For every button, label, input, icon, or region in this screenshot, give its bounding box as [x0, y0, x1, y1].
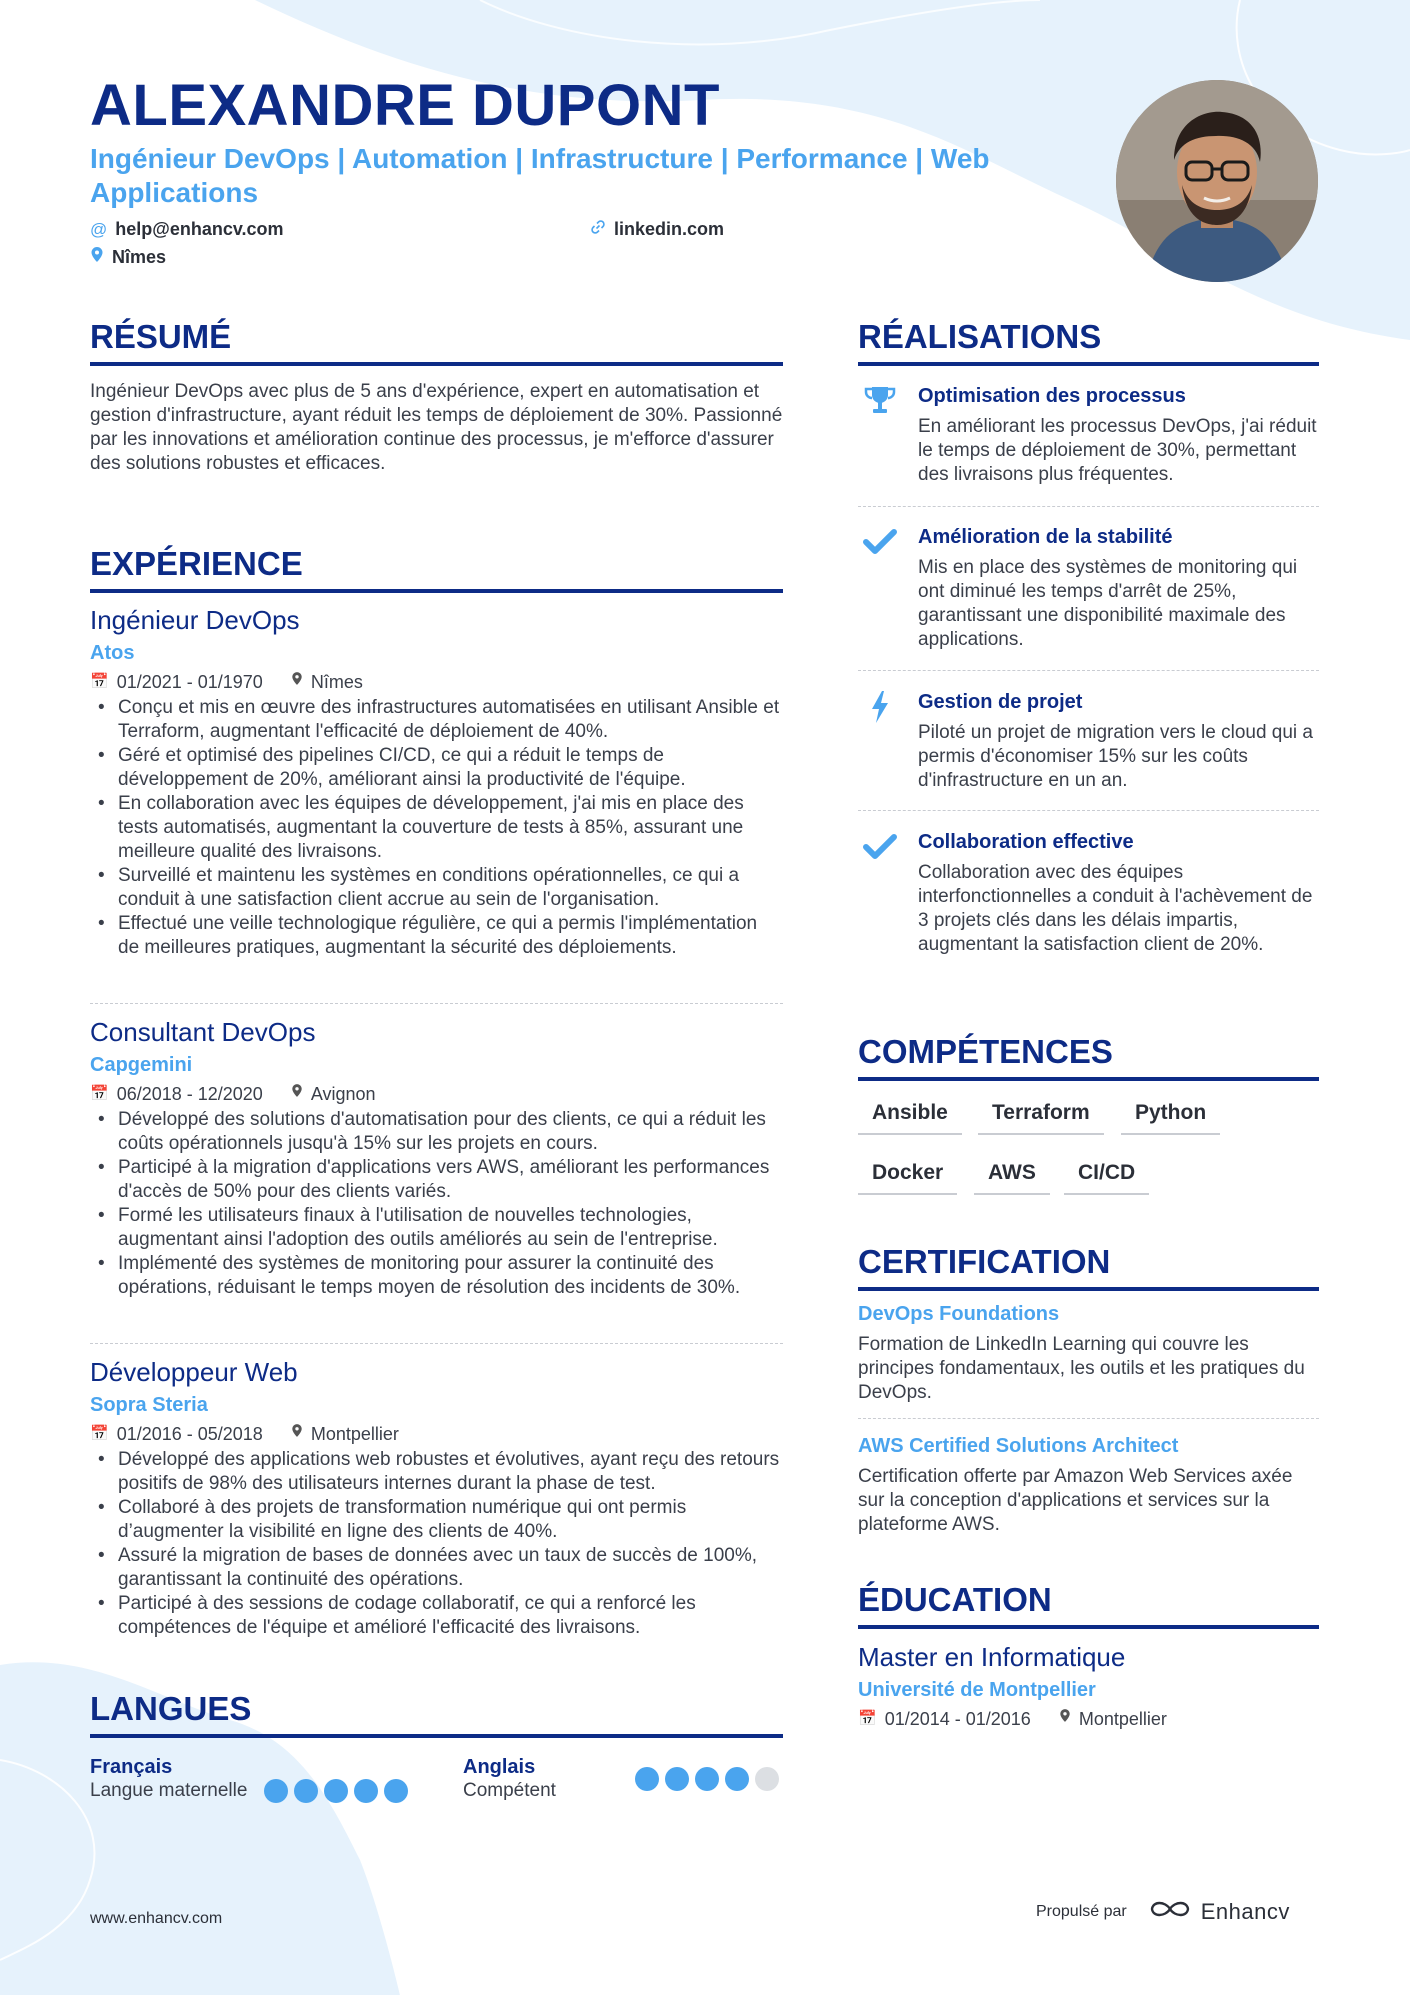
divider: [90, 1003, 783, 1004]
rating-dot: [665, 1767, 689, 1791]
job-bullet: • Collaboré à des projets de transformation numérique qui ont permis d’augmenter la visibilité en ligne des clients de 40%.: [90, 1496, 783, 1544]
rating-dot: [354, 1779, 378, 1803]
rating-dot: [264, 1779, 288, 1803]
job-bullet: • Surveillé et maintenu les systèmes en conditions opérationnelles, ce qui a conduit à une satisfaction client accrue au sein de l'organisation.: [90, 864, 783, 912]
job-title: Consultant DevOps: [90, 1017, 316, 1047]
education-location: Montpellier: [1078, 1709, 1167, 1729]
linkedin-text: linkedin.com: [614, 219, 725, 239]
job-dates: 01/2016 - 05/2018: [116, 1424, 263, 1444]
job-bullet: • En collaboration avec les équipes de développement, j'ai mis en place des tests automatisés, augmentant la couverture de tests à 85%, assurant une meilleure qualité des livraisons.: [90, 792, 783, 864]
experience-section-title: EXPÉRIENCE: [90, 545, 783, 593]
job-bullet: • Participé à la migration d'applications vers AWS, améliorant les performances d'accès de 50% pour des clients variés.: [90, 1156, 783, 1204]
profile-photo: [1116, 80, 1318, 282]
school-name: Université de Montpellier: [858, 1679, 1096, 1701]
achievement-desc: En améliorant les processus DevOps, j'ai réduit le temps de déploiement de 30%, permettant des livraisons plus fréquentes.: [918, 416, 1317, 485]
location-text: Nîmes: [112, 246, 167, 267]
check-icon: [862, 524, 898, 560]
candidate-headline: Ingénieur DevOps | Automation | Infrastructure | Performance | Web Applications: [90, 143, 990, 208]
location-pin-icon: [291, 1422, 303, 1446]
calendar-icon: 📅: [90, 1425, 109, 1442]
check-icon: [862, 829, 898, 865]
language-name: Français: [90, 1756, 173, 1778]
achievement-desc: Piloté un projet de migration vers le cloud qui a permis d'économiser 15% sur les coûts d'infrastructure en un an.: [918, 722, 1314, 791]
rating-dot: [294, 1779, 318, 1803]
achievement-title: Gestion de projet: [918, 691, 1083, 713]
email-text: help@enhancv.com: [115, 219, 284, 239]
certification-desc: Formation de LinkedIn Learning qui couvre les principes fondamentaux, les outils et les pratiques du DevOps.: [858, 1334, 1305, 1403]
job-bullet: • Implémenté des systèmes de monitoring pour assurer la continuité des opérations, réduisant le temps moyen de résolution des incidents de 30%.: [90, 1252, 783, 1300]
achievement-item: [858, 524, 1319, 652]
infinity-logo-icon: [1147, 1898, 1193, 1926]
language-item: [463, 1755, 633, 1803]
link-icon: [590, 219, 606, 240]
degree-title: Master en Informatique: [858, 1642, 1126, 1672]
education-item: [858, 1641, 1319, 1731]
achievement-item: [858, 383, 1319, 487]
divider: [858, 506, 1319, 507]
calendar-icon: 📅: [90, 1085, 109, 1102]
language-level: Langue maternelle: [90, 1780, 248, 1801]
divider: [90, 1343, 783, 1344]
achievement-title: Collaboration effective: [918, 831, 1134, 853]
rating-dot: [725, 1767, 749, 1791]
experience-item: [90, 1356, 783, 1640]
education-dates: 01/2014 - 01/2016: [884, 1709, 1031, 1729]
achievement-desc: Collaboration avec des équipes interfonctionnelles a conduit à l'achèvement de 3 projets clés dans les délais impartis, augmentant la satisfaction client de 20%.: [918, 862, 1313, 955]
divider: [858, 1418, 1319, 1419]
job-bullets: [90, 696, 783, 960]
at-icon: @: [90, 219, 108, 239]
rating-dot: [695, 1767, 719, 1791]
certification-item: [858, 1301, 1319, 1405]
achievement-item: [858, 829, 1319, 957]
summary-text: Ingénieur DevOps avec plus de 5 ans d'expérience, expert en automatisation et gestion d'infrastructure, ayant réduit les temps de déploiement de 30%. Passionné par les innovations et amélioration continue des processus, je m'efforce d'assurer des solutions robustes et efficaces.: [90, 381, 783, 474]
job-bullet: • Assuré la migration de bases de données avec un taux de succès de 100%, garantissant la continuité des opérations.: [90, 1544, 783, 1592]
job-bullet: • Conçu et mis en œuvre des infrastructures automatisées en utilisant Ansible et Terraform, augmentant l'efficacité de déploiement de 40%.: [90, 696, 783, 744]
language-rating: [264, 1779, 408, 1803]
brand-name: Enhancv: [1200, 1899, 1290, 1924]
lightning-icon: [862, 689, 898, 725]
job-bullet: • Participé à des sessions de codage collaboratif, ce qui a renforcé les compétences de l'équipe et amélioré l'efficacité des livraisons.: [90, 1592, 783, 1640]
job-bullet: • Effectué une veille technologique régulière, ce qui a permis l'implémentation de meilleures pratiques, augmentant la sécurité des déploiements.: [90, 912, 783, 960]
rating-dot: [635, 1767, 659, 1791]
skill-tag: Docker: [858, 1161, 957, 1195]
job-meta: [90, 1082, 783, 1106]
certification-title: DevOps Foundations: [858, 1303, 1060, 1325]
job-location: Montpellier: [310, 1424, 399, 1444]
footer-branding[interactable]: [1036, 1898, 1290, 1926]
calendar-icon: 📅: [90, 673, 109, 690]
skill-tag: CI/CD: [1064, 1161, 1149, 1195]
calendar-icon: 📅: [858, 1710, 877, 1727]
achievement-item: [858, 689, 1319, 793]
company-name: Capgemini: [90, 1054, 193, 1076]
company-name: Sopra Steria: [90, 1394, 208, 1416]
location-contact: [90, 246, 166, 268]
language-rating: [635, 1767, 779, 1791]
certification-title: AWS Certified Solutions Architect: [858, 1435, 1179, 1457]
skill-tag: Python: [1121, 1101, 1220, 1135]
certification-section-title: CERTIFICATION: [858, 1243, 1319, 1291]
linkedin-contact[interactable]: [590, 219, 724, 240]
job-meta: [90, 1422, 783, 1446]
location-pin-icon: [291, 1082, 303, 1106]
language-item: [90, 1755, 260, 1803]
achievement-title: Amélioration de la stabilité: [918, 526, 1173, 548]
achievements-section-title: RÉALISATIONS: [858, 318, 1319, 366]
email-contact[interactable]: [90, 219, 284, 240]
job-location: Avignon: [310, 1084, 376, 1104]
job-title: Ingénieur DevOps: [90, 605, 300, 635]
job-dates: 06/2018 - 12/2020: [116, 1084, 263, 1104]
education-section-title: ÉDUCATION: [858, 1581, 1319, 1629]
footer-website[interactable]: www.enhancv.com: [90, 1910, 223, 1927]
experience-item: [90, 604, 783, 960]
powered-by-text: Propulsé par: [1036, 1903, 1127, 1920]
job-title: Développeur Web: [90, 1357, 298, 1387]
rating-dot: [755, 1767, 779, 1791]
job-bullets: [90, 1448, 783, 1640]
skill-tag: AWS: [974, 1161, 1050, 1195]
location-pin-icon: [1059, 1707, 1071, 1731]
divider: [858, 670, 1319, 671]
rating-dot: [384, 1779, 408, 1803]
job-bullet: • Développé des applications web robustes et évolutives, ayant reçu des retours positifs de 98% des utilisateurs internes durant la phase de test.: [90, 1448, 783, 1496]
skills-section-title: COMPÉTENCES: [858, 1033, 1319, 1081]
rating-dot: [324, 1779, 348, 1803]
location-pin-icon: [291, 670, 303, 694]
brand-logo: [1147, 1898, 1290, 1926]
certification-item: [858, 1433, 1319, 1537]
language-name: Anglais: [463, 1756, 536, 1778]
job-bullet: • Formé les utilisateurs finaux à l'utilisation de nouvelles technologies, augmentant ainsi l'adoption des outils améliorés au sein de l'entreprise.: [90, 1204, 783, 1252]
candidate-name: ALEXANDRE DUPONT: [90, 73, 720, 138]
experience-item: [90, 1016, 783, 1300]
skill-tag: Terraform: [978, 1101, 1104, 1135]
certification-desc: Certification offerte par Amazon Web Services axée sur la conception d'applications et services sur la plateforme AWS.: [858, 1466, 1293, 1535]
languages-section-title: LANGUES: [90, 1690, 783, 1738]
job-dates: 01/2021 - 01/1970: [116, 672, 263, 692]
summary-section-title: RÉSUMÉ: [90, 318, 783, 366]
divider: [858, 810, 1319, 811]
company-name: Atos: [90, 642, 135, 664]
trophy-icon: [862, 383, 898, 419]
job-location: Nîmes: [310, 672, 363, 692]
job-bullet: • Développé des solutions d'automatisation pour des clients, ce qui a réduit les coûts opérationnels jusqu'à 15% sur les projets en cours.: [90, 1108, 783, 1156]
achievement-title: Optimisation des processus: [918, 385, 1186, 407]
education-meta: [858, 1707, 1319, 1731]
location-pin-icon: [90, 246, 104, 268]
job-bullets: [90, 1108, 783, 1300]
job-meta: [90, 670, 783, 694]
achievement-desc: Mis en place des systèmes de monitoring qui ont diminué les temps d'arrêt de 25%, garantissant une disponibilité maximale des applications.: [918, 557, 1298, 650]
language-level: Compétent: [463, 1780, 556, 1801]
skill-tag: Ansible: [858, 1101, 962, 1135]
job-bullet: • Géré et optimisé des pipelines CI/CD, ce qui a réduit le temps de développement de 20%, améliorant ainsi la productivité de l'équipe.: [90, 744, 783, 792]
